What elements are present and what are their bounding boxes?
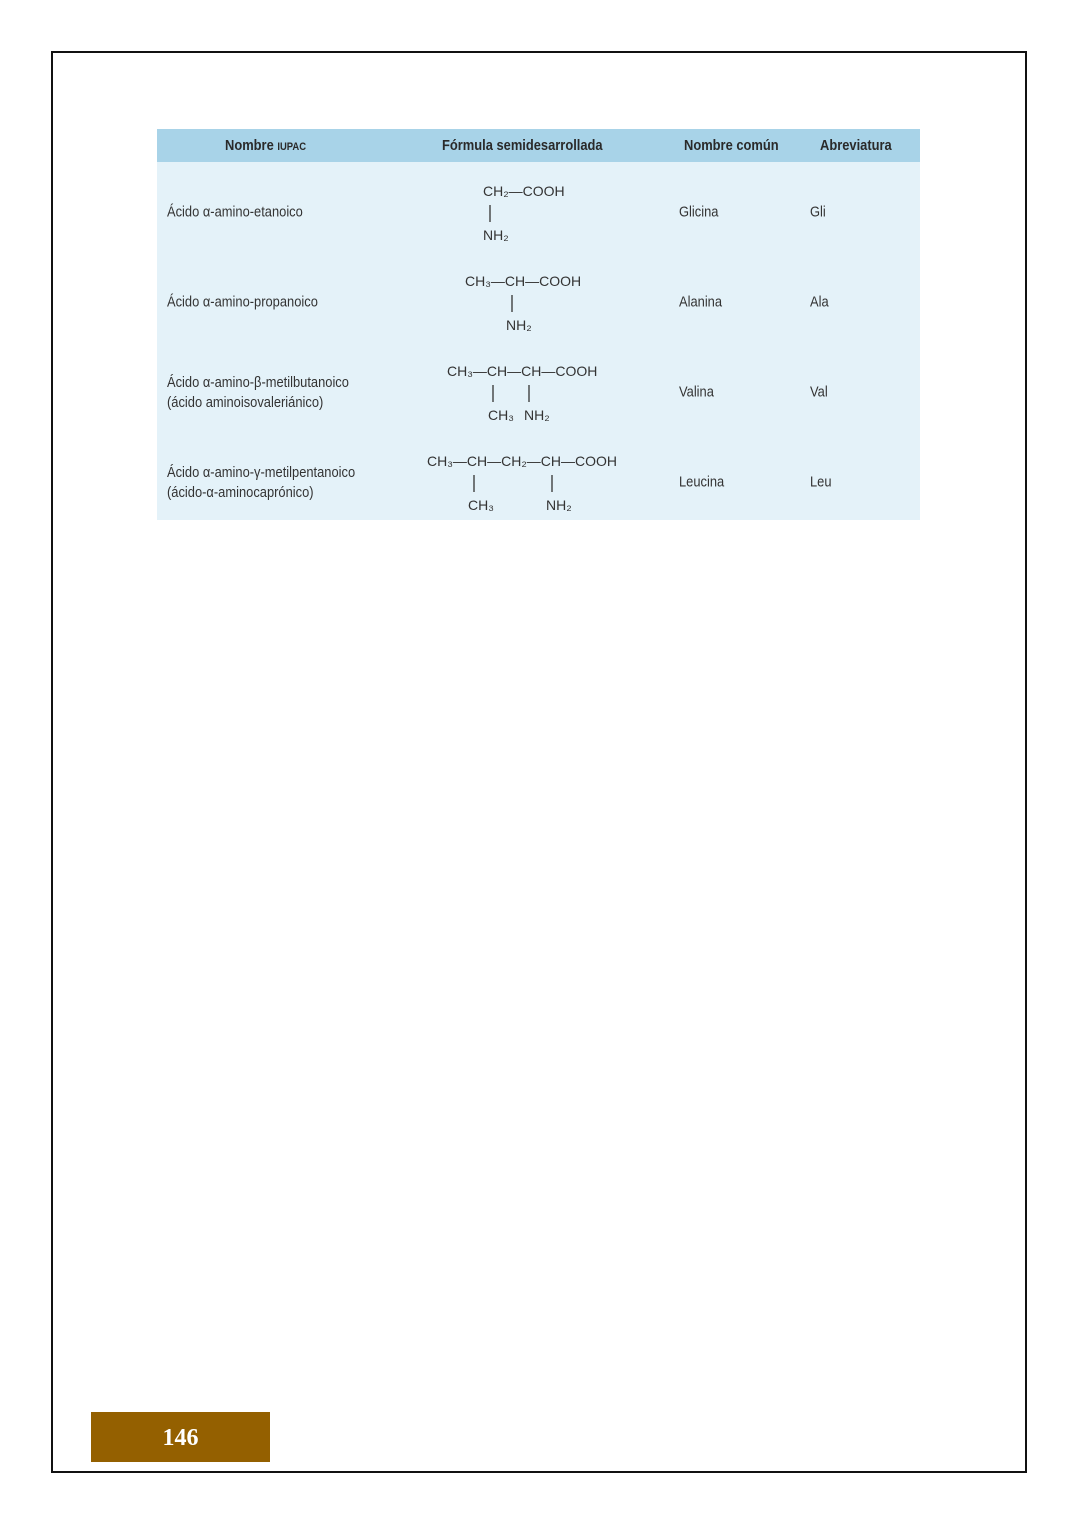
table-row [157,167,920,257]
abbreviation: Ala [810,293,829,311]
common-name: Glicina [679,203,719,221]
abbreviation: Leu [810,473,832,491]
structural-formula [157,347,920,437]
iupac-name-line2: (ácido-α-aminocaprónico) [167,484,314,501]
common-name: Valina [679,383,714,401]
header-common: Nombre común [684,137,779,154]
common-name: Leucina [679,473,725,491]
header-iupac [225,129,306,162]
iupac-name: Ácido α-amino-etanoico [167,203,303,221]
page-number-badge: 146 [91,1412,270,1462]
formula-branch: NH₂ [506,317,532,333]
structural-formula [157,167,920,257]
formula-branch: NH₂ [546,497,572,513]
table-row [157,257,920,347]
abbreviation: Val [810,383,828,401]
formula-main-chain: CH₃—CH—CH—COOH [447,363,598,379]
formula-main-chain: CH₂—COOH [483,183,565,199]
formula-main-chain: CH₃—CH—CH₂—CH—COOH [427,453,618,469]
formula-branch: CH₃ [488,407,514,423]
formula-branch: CH₃ [468,497,494,513]
amino-acid-table [157,129,920,520]
header-abbr: Abreviatura [820,137,892,154]
common-name: Alanina [679,293,723,311]
header-formula: Fórmula semidesarrollada [442,137,603,154]
iupac-name-line1: Ácido α-amino-β-metilbutanoico [167,374,349,391]
formula-main-chain: CH₃—CH—COOH [465,273,582,289]
formula-branch: NH₂ [524,407,550,423]
formula-branch: NH₂ [483,227,509,243]
iupac-name-line1: Ácido α-amino-γ-metilpentanoico [167,464,356,481]
structural-formula [157,257,920,347]
header-iupac-label: Nombre [225,137,274,154]
structural-formula [157,437,920,527]
table-row [157,437,920,527]
iupac-name-line2: (ácido aminoisovaleriánico) [167,394,324,411]
table-header [157,129,920,162]
abbreviation: Gli [810,203,826,221]
header-iupac-small: IUPAC [277,141,307,153]
table-row [157,347,920,437]
iupac-name: Ácido α-amino-propanoico [167,293,318,311]
